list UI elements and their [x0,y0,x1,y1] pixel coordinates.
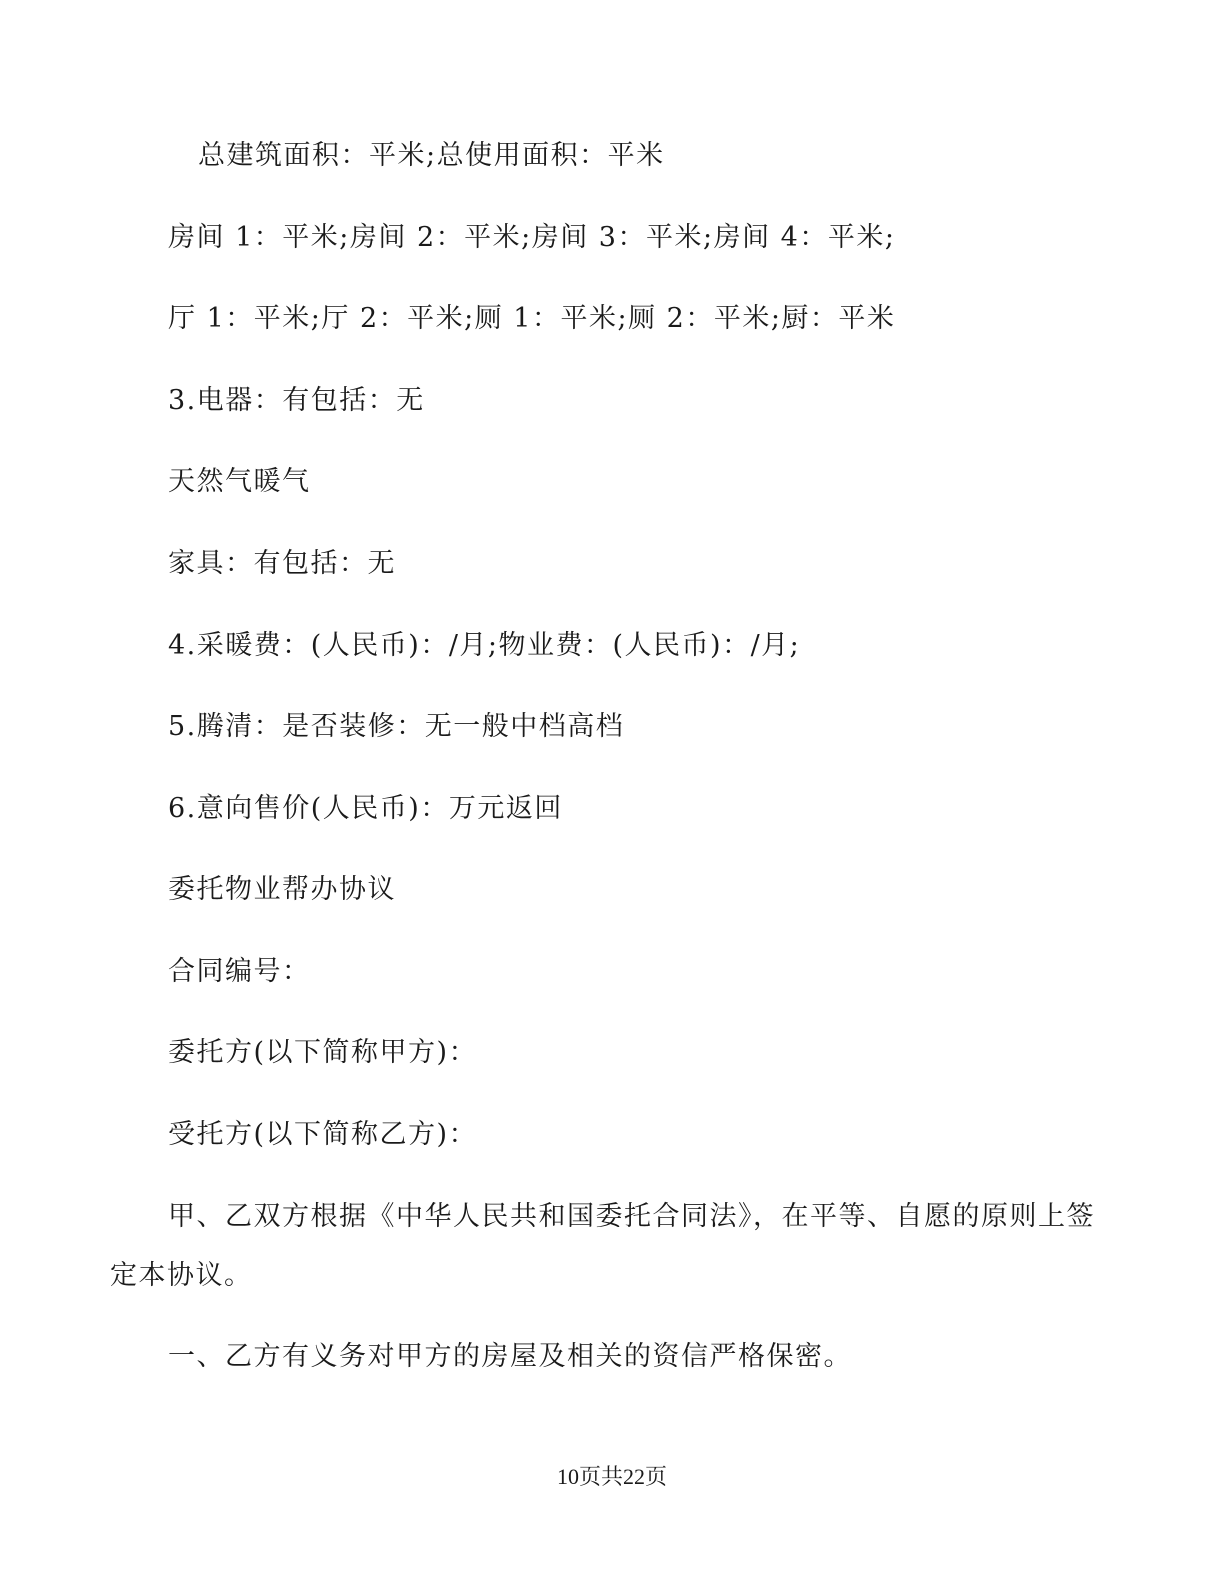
text-line-price: 6.意向售价(人民币)：万元返回 [168,793,563,824]
text-line-party-b: 受托方(以下简称乙方)： [168,1119,478,1150]
page-number-footer: 10页共22页 [556,1464,667,1489]
text-line-appliances: 3.电器：有包括：无 [168,385,425,416]
text-line-agreement-title: 委托物业帮办协议 [168,874,396,905]
text-line-vacate: 5.腾清：是否装修：无一般中档高档 [168,711,625,742]
text-line-furniture: 家具：有包括：无 [168,548,396,579]
text-line-gas-heating: 天然气暖气 [168,466,311,497]
text-line-rooms: 房间 1：平米;房间 2：平米;房间 3：平米;房间 4：平米; [168,222,896,253]
text-line-fees: 4.采暖费：(人民币)：/月;物业费：(人民币)：/月; [168,630,801,661]
text-line-party-a: 委托方(以下简称甲方)： [168,1037,478,1068]
text-line-contract-number: 合同编号： [168,956,311,987]
text-line-agreement-basis-cont: 定本协议。 [110,1260,253,1291]
text-line-agreement-basis: 甲、乙双方根据《中华人民共和国委托合同法》，在平等、自愿的原则上签 [168,1201,1095,1232]
text-line-clause-1: 一、乙方有义务对甲方的房屋及相关的资信严格保密。 [168,1341,852,1372]
text-line-total-area: 总建筑面积：平米;总使用面积：平米 [198,140,665,171]
text-line-halls: 厅 1：平米;厅 2：平米;厕 1：平米;厕 2：平米;厨：平米 [168,303,896,334]
